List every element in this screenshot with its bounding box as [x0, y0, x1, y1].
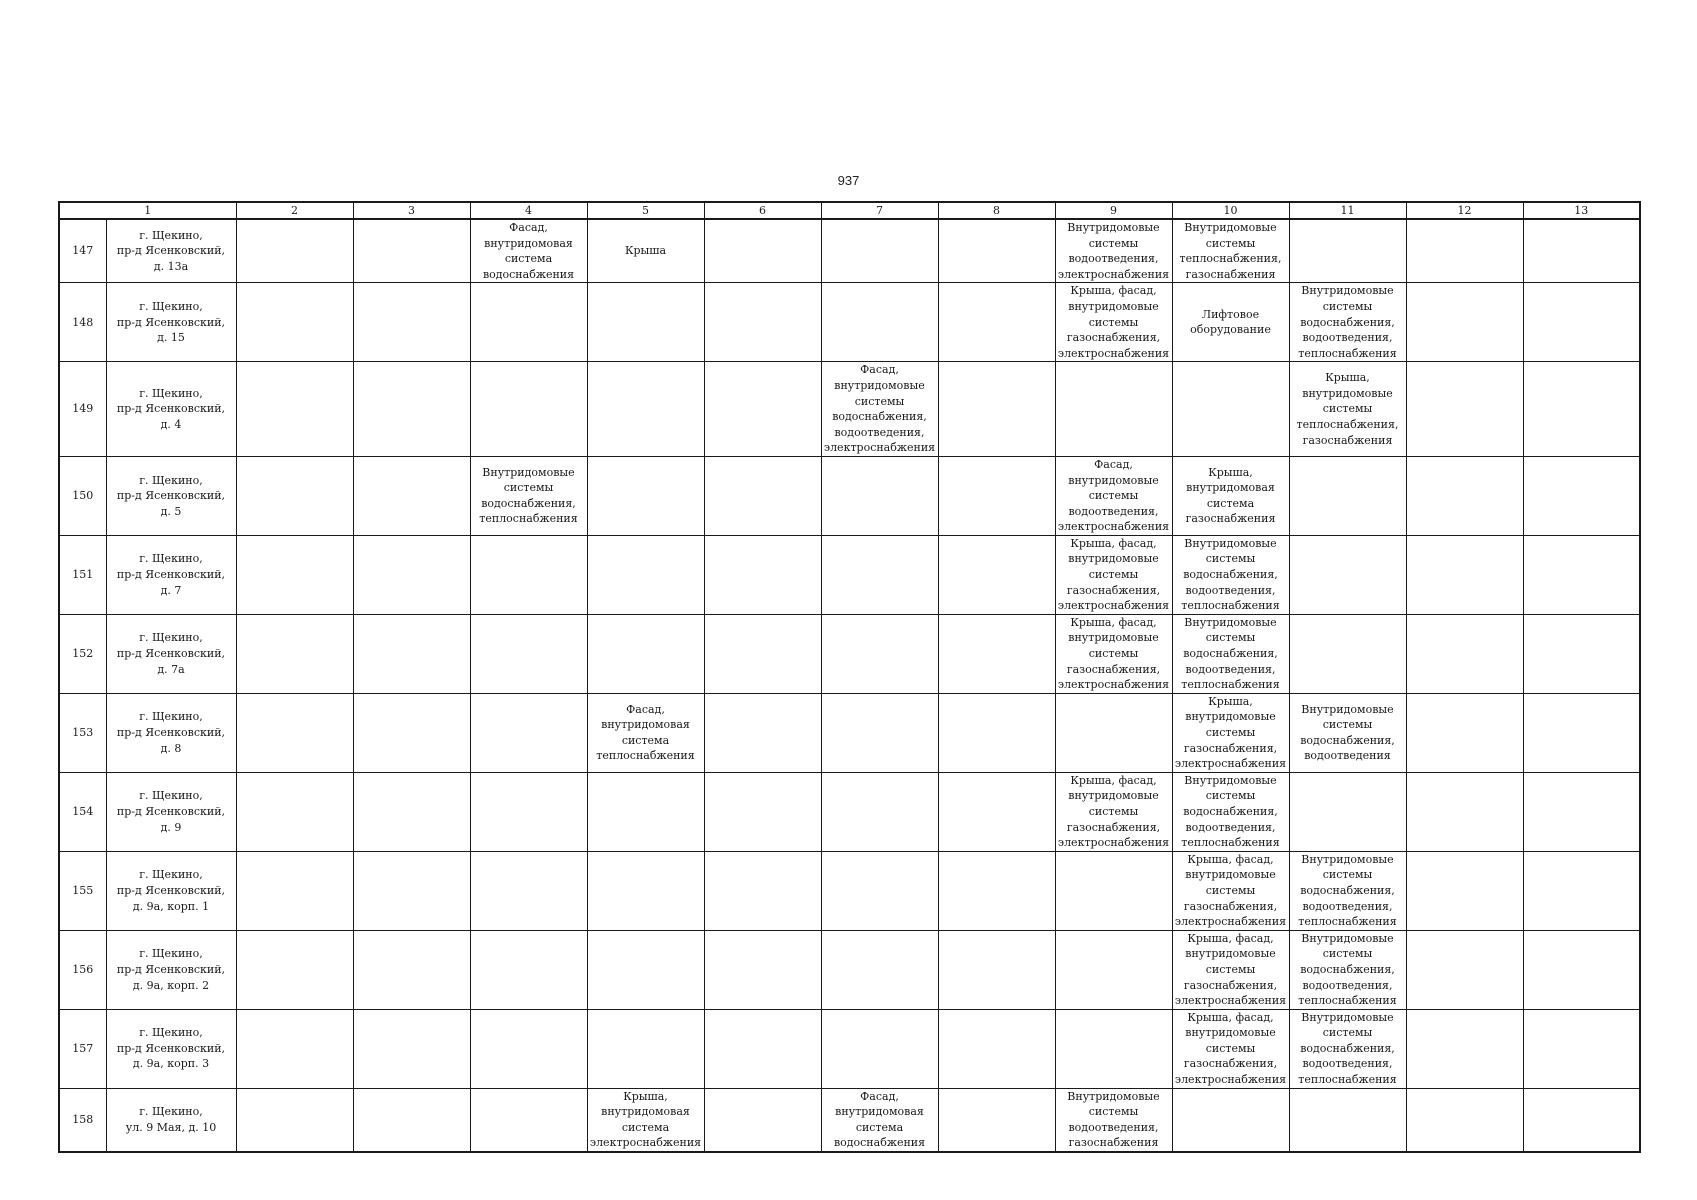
table-cell: Внутридомовые системы водоснабжения, теплоснабжения — [470, 456, 587, 535]
table-cell — [1523, 930, 1640, 1009]
table-cell — [1406, 614, 1523, 693]
column-header: 1 — [59, 202, 236, 219]
table-cell: Фасад, внутридомовая система водоснабжения — [821, 1088, 938, 1152]
table-cell — [704, 283, 821, 362]
table-cell — [938, 283, 1055, 362]
table-cell — [1289, 219, 1406, 283]
table-row — [59, 362, 1640, 457]
table-cell — [353, 362, 470, 457]
table-cell: Крыша, фасад, внутридомовые системы газоснабжения, электроснабжения — [1055, 772, 1172, 851]
table-cell — [1289, 614, 1406, 693]
table-cell — [470, 535, 587, 614]
table-cell — [353, 1009, 470, 1088]
table-row — [59, 1088, 1640, 1152]
table-cell — [236, 614, 353, 693]
table-cell: Внутридомовые системы водоснабжения, водоотведения, теплоснабжения — [1289, 1009, 1406, 1088]
table-cell — [353, 614, 470, 693]
table-cell — [1406, 1088, 1523, 1152]
table-cell — [938, 851, 1055, 930]
table-cell — [938, 1009, 1055, 1088]
table-cell: Крыша, фасад, внутридомовые системы газоснабжения, электроснабжения — [1172, 1009, 1289, 1088]
table-cell — [236, 535, 353, 614]
column-header: 11 — [1289, 202, 1406, 219]
table-cell — [587, 772, 704, 851]
table-cell — [1055, 362, 1172, 457]
row-number: 148 — [59, 283, 106, 362]
column-header: 7 — [821, 202, 938, 219]
table-cell — [587, 614, 704, 693]
table-cell — [236, 362, 353, 457]
table-row — [59, 693, 1640, 772]
table-cell — [1406, 1009, 1523, 1088]
address-cell: г. Щекино, пр-д Ясенковский, д. 7а — [106, 614, 236, 693]
address-cell: г. Щекино, пр-д Ясенковский, д. 9а, корп. 3 — [106, 1009, 236, 1088]
table-cell — [938, 456, 1055, 535]
table-row — [59, 535, 1640, 614]
table-row — [59, 851, 1640, 930]
table-cell: Фасад, внутридомовая система водоснабжения — [470, 219, 587, 283]
table-cell — [1406, 362, 1523, 457]
table-cell — [704, 456, 821, 535]
address-cell: г. Щекино, пр-д Ясенковский, д. 13а — [106, 219, 236, 283]
table-cell: Крыша, внутридомовая система газоснабжения — [1172, 456, 1289, 535]
table-cell — [821, 614, 938, 693]
table-cell — [1172, 1088, 1289, 1152]
table-cell — [1055, 1009, 1172, 1088]
table-cell — [821, 535, 938, 614]
address-cell: г. Щекино, пр-д Ясенковский, д. 9 — [106, 772, 236, 851]
address-cell: г. Щекино, пр-д Ясенковский, д. 9а, корп. 2 — [106, 930, 236, 1009]
table-cell — [1172, 362, 1289, 457]
table-cell: Крыша — [587, 219, 704, 283]
table-cell — [236, 1009, 353, 1088]
table-cell — [1055, 930, 1172, 1009]
row-number: 158 — [59, 1088, 106, 1152]
table-cell — [1055, 693, 1172, 772]
table-cell — [1406, 456, 1523, 535]
address-cell: г. Щекино, пр-д Ясенковский, д. 9а, корп. 1 — [106, 851, 236, 930]
table-cell — [1523, 456, 1640, 535]
table-cell — [353, 219, 470, 283]
table-row — [59, 456, 1640, 535]
table-cell — [704, 772, 821, 851]
address-cell: г. Щекино, пр-д Ясенковский, д. 7 — [106, 535, 236, 614]
table-cell — [938, 219, 1055, 283]
table-cell — [821, 1009, 938, 1088]
table-cell — [821, 851, 938, 930]
table-cell — [938, 1088, 1055, 1152]
table-cell — [821, 693, 938, 772]
row-number: 150 — [59, 456, 106, 535]
address-cell: г. Щекино, пр-д Ясенковский, д. 15 — [106, 283, 236, 362]
column-header: 8 — [938, 202, 1055, 219]
table-cell — [1055, 851, 1172, 930]
table-cell — [1406, 930, 1523, 1009]
table-cell: Крыша, фасад, внутридомовые системы газоснабжения, электроснабжения — [1172, 851, 1289, 930]
table-cell — [236, 1088, 353, 1152]
table-cell — [821, 772, 938, 851]
address-cell: г. Щекино, пр-д Ясенковский, д. 5 — [106, 456, 236, 535]
table-cell — [587, 930, 704, 1009]
address-cell: г. Щекино, пр-д Ясенковский, д. 8 — [106, 693, 236, 772]
table-cell — [1523, 362, 1640, 457]
table-cell: Внутридомовые системы водоснабжения, водоотведения, теплоснабжения — [1289, 851, 1406, 930]
table-cell — [704, 614, 821, 693]
row-number: 157 — [59, 1009, 106, 1088]
table-cell: Крыша, внутридомовая система электроснабжения — [587, 1088, 704, 1152]
table-cell — [353, 930, 470, 1009]
table-cell — [821, 283, 938, 362]
table-cell — [1523, 219, 1640, 283]
row-number: 149 — [59, 362, 106, 457]
table-cell — [704, 930, 821, 1009]
table-cell — [353, 283, 470, 362]
table-cell: Внутридомовые системы водоснабжения, водоотведения — [1289, 693, 1406, 772]
table-cell — [587, 1009, 704, 1088]
table-cell: Внутридомовые системы водоотведения, электроснабжения — [1055, 219, 1172, 283]
table-cell — [704, 693, 821, 772]
table-cell — [704, 1009, 821, 1088]
table-cell — [353, 693, 470, 772]
table-row — [59, 614, 1640, 693]
address-cell: г. Щекино, ул. 9 Мая, д. 10 — [106, 1088, 236, 1152]
table-cell — [236, 930, 353, 1009]
table-cell — [470, 283, 587, 362]
table-cell — [587, 456, 704, 535]
table-cell — [587, 283, 704, 362]
table-cell — [1523, 283, 1640, 362]
table-cell — [821, 219, 938, 283]
table-cell — [470, 362, 587, 457]
table-cell — [587, 535, 704, 614]
table-cell — [470, 1088, 587, 1152]
table-row — [59, 219, 1640, 283]
table-cell: Внутридомовые системы водоснабжения, водоотведения, теплоснабжения — [1289, 930, 1406, 1009]
table-cell — [1406, 535, 1523, 614]
table-cell — [1289, 456, 1406, 535]
table-cell — [1523, 535, 1640, 614]
table-cell: Внутридомовые системы водоснабжения, водоотведения, теплоснабжения — [1172, 535, 1289, 614]
table-cell — [1523, 851, 1640, 930]
table-cell — [236, 283, 353, 362]
row-number: 152 — [59, 614, 106, 693]
table-cell: Крыша, фасад, внутридомовые системы газоснабжения, электроснабжения — [1055, 283, 1172, 362]
table-cell — [587, 851, 704, 930]
row-number: 154 — [59, 772, 106, 851]
table-cell — [236, 219, 353, 283]
table-cell — [704, 851, 821, 930]
table-cell — [1289, 1088, 1406, 1152]
row-number: 151 — [59, 535, 106, 614]
column-header: 2 — [236, 202, 353, 219]
column-header: 5 — [587, 202, 704, 219]
table-cell — [1523, 772, 1640, 851]
table-cell: Внутридомовые системы водоснабжения, водоотведения, теплоснабжения — [1172, 772, 1289, 851]
table-cell — [821, 930, 938, 1009]
table-cell — [1523, 614, 1640, 693]
column-header: 4 — [470, 202, 587, 219]
column-header: 12 — [1406, 202, 1523, 219]
table-row — [59, 283, 1640, 362]
table-cell: Лифтовое оборудование — [1172, 283, 1289, 362]
table-cell — [353, 456, 470, 535]
table-cell — [938, 772, 1055, 851]
table-cell: Внутридомовые системы водоснабжения, водоотведения, теплоснабжения — [1172, 614, 1289, 693]
address-cell: г. Щекино, пр-д Ясенковский, д. 4 — [106, 362, 236, 457]
table-cell: Фасад, внутридомовые системы водоснабжения, водоотведения, электроснабжения — [821, 362, 938, 457]
table-cell — [1406, 851, 1523, 930]
table-cell: Внутридомовые системы водоснабжения, водоотведения, теплоснабжения — [1289, 283, 1406, 362]
table-cell — [236, 693, 353, 772]
table-cell: Крыша, фасад, внутридомовые системы газоснабжения, электроснабжения — [1055, 614, 1172, 693]
table-cell — [1289, 772, 1406, 851]
column-header: 6 — [704, 202, 821, 219]
table-cell — [236, 456, 353, 535]
table-cell: Крыша, фасад, внутридомовые системы газоснабжения, электроснабжения — [1055, 535, 1172, 614]
table-cell — [470, 851, 587, 930]
table-cell: Крыша, внутридомовые системы газоснабжения, электроснабжения — [1172, 693, 1289, 772]
repair-schedule-table — [58, 201, 1641, 1153]
column-number-row — [59, 202, 1640, 219]
table-cell: Фасад, внутридомовые системы водоотведения, электроснабжения — [1055, 456, 1172, 535]
table-cell — [821, 456, 938, 535]
table-cell — [1523, 1009, 1640, 1088]
row-number: 155 — [59, 851, 106, 930]
table-cell — [1406, 219, 1523, 283]
table-cell — [938, 614, 1055, 693]
table-cell — [704, 1088, 821, 1152]
row-number: 147 — [59, 219, 106, 283]
table-cell: Фасад, внутридомовая система теплоснабжения — [587, 693, 704, 772]
table-cell — [353, 851, 470, 930]
table-cell — [587, 362, 704, 457]
table-cell — [938, 930, 1055, 1009]
table-body — [59, 219, 1640, 1152]
table-cell — [1406, 693, 1523, 772]
table-cell: Внутридомовые системы теплоснабжения, газоснабжения — [1172, 219, 1289, 283]
table-cell — [704, 362, 821, 457]
column-header: 13 — [1523, 202, 1640, 219]
table-cell: Внутридомовые системы водоотведения, газоснабжения — [1055, 1088, 1172, 1152]
column-header: 9 — [1055, 202, 1172, 219]
table-header — [59, 202, 1640, 219]
table-cell — [1523, 693, 1640, 772]
table-row — [59, 772, 1640, 851]
table-cell — [1406, 772, 1523, 851]
table-cell — [353, 1088, 470, 1152]
column-header: 3 — [353, 202, 470, 219]
row-number: 156 — [59, 930, 106, 1009]
table-cell — [938, 693, 1055, 772]
page-number: 937 — [837, 173, 860, 188]
column-header: 10 — [1172, 202, 1289, 219]
row-number: 153 — [59, 693, 106, 772]
table-cell — [470, 1009, 587, 1088]
table-cell — [236, 851, 353, 930]
table-cell — [938, 535, 1055, 614]
table-cell: Крыша, внутридомовые системы теплоснабжения, газоснабжения — [1289, 362, 1406, 457]
table-cell — [353, 535, 470, 614]
table-cell — [1406, 283, 1523, 362]
table-cell — [470, 614, 587, 693]
table-cell — [704, 219, 821, 283]
table-cell — [470, 772, 587, 851]
table-cell — [1523, 1088, 1640, 1152]
table-cell — [470, 693, 587, 772]
table-cell — [470, 930, 587, 1009]
table-cell: Крыша, фасад, внутридомовые системы газоснабжения, электроснабжения — [1172, 930, 1289, 1009]
table-cell — [1289, 535, 1406, 614]
table-row — [59, 1009, 1640, 1088]
table-cell — [704, 535, 821, 614]
table-row — [59, 930, 1640, 1009]
table-cell — [938, 362, 1055, 457]
table-cell — [236, 772, 353, 851]
table-cell — [353, 772, 470, 851]
